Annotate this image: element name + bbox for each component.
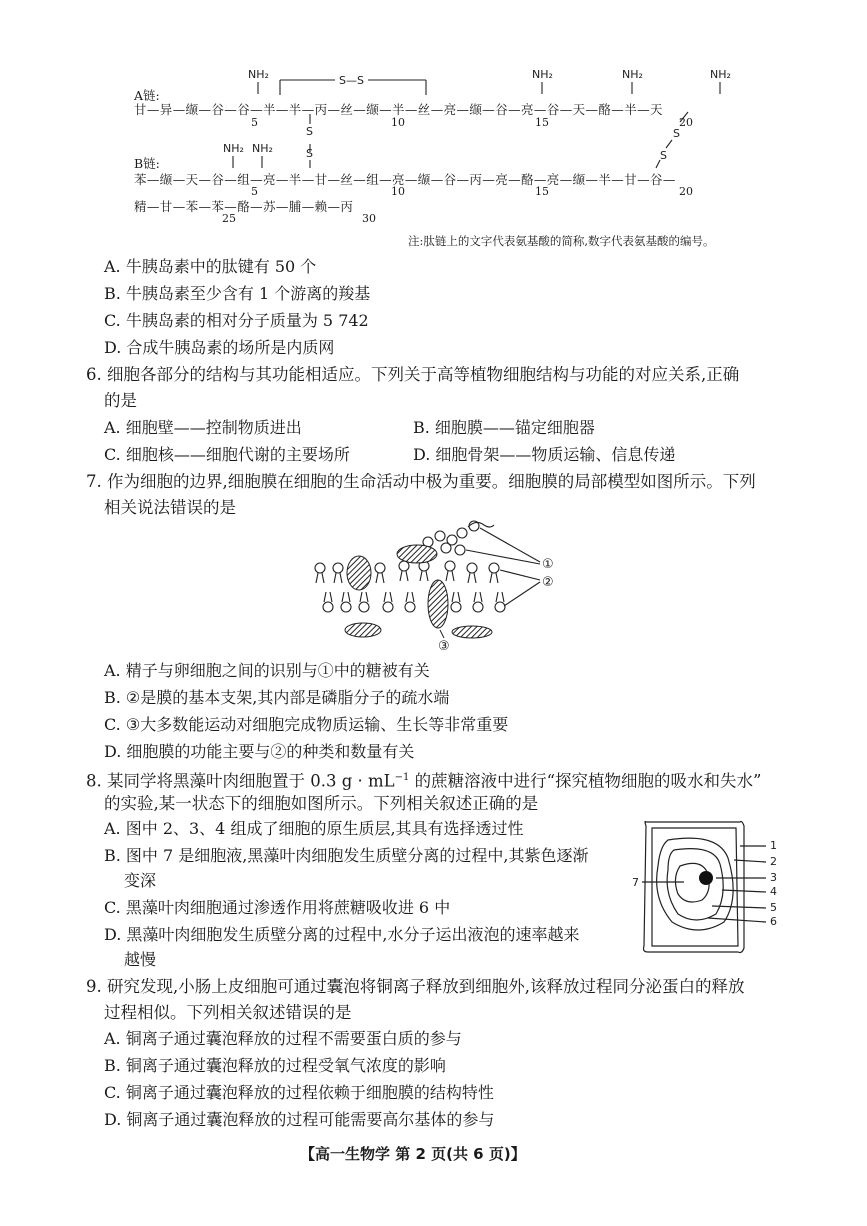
cell-label-5: 5 — [770, 901, 777, 914]
upper-phospholipid-layer — [315, 561, 499, 583]
q6-option-c: C. 细胞核——细胞代谢的主要场所 — [104, 445, 350, 464]
transmembrane-protein — [428, 580, 448, 628]
chain-a-label: A链: — [134, 88, 160, 103]
q7-option-d: D. 细胞膜的功能主要与②的种类和数量有关 — [104, 742, 415, 761]
q5-option-c: C. 牛胰岛素的相对分子质量为 5 742 — [104, 311, 369, 330]
q9-stem-cont: 过程相似。下列相关叙述错误的是 — [104, 1003, 352, 1022]
disulfide-label-a: S—S — [339, 74, 364, 87]
q8-option-b: B. 图中 7 是细胞液,黑藻叶肉细胞发生质壁分离的过程中,其紫色逐渐 — [104, 846, 589, 865]
nh2-label: NH₂ — [710, 68, 731, 81]
q8-option-b-cont: 变深 — [124, 871, 157, 890]
cell-label-1: 1 — [770, 839, 777, 852]
q6-stem: 6. 细胞各部分的结构与其功能相适应。下列关于高等植物细胞结构与功能的对应关系,正确 — [86, 365, 740, 384]
q8-stem-cont: 的实验,某一状态下的细胞如图所示。下列相关叙述正确的是 — [104, 794, 539, 813]
nh2-label: NH₂ — [248, 68, 269, 81]
lower-phospholipid-layer — [323, 592, 505, 612]
label-3: ③ — [438, 639, 450, 654]
chain-a-number: 5 — [251, 116, 258, 129]
q7-stem-cont: 相关说法错误的是 — [104, 498, 236, 517]
label-2: ② — [542, 575, 554, 590]
peripheral-protein — [345, 623, 381, 637]
q9-option-a: A. 铜离子通过囊泡释放的过程不需要蛋白质的参与 — [104, 1029, 462, 1048]
page-footer: 【高一生物学 第 2 页(共 6 页)】 — [300, 1145, 526, 1163]
q8-option-d: D. 黑藻叶肉细胞发生质壁分离的过程中,水分子运出液泡的速率越来 — [104, 925, 580, 944]
plasmolysis-cell-diagram — [628, 818, 788, 958]
sulfur-label: S — [673, 127, 680, 140]
chain-b-number: 20 — [679, 185, 693, 198]
sulfur-label: S — [306, 125, 313, 138]
chain-b-label: B链: — [134, 156, 160, 171]
label-1: ① — [542, 557, 554, 572]
q7-option-b: B. ②是膜的基本支架,其内部是磷脂分子的疏水端 — [104, 688, 450, 707]
q9-option-d: D. 铜离子通过囊泡释放的过程可能需要高尔基体的参与 — [104, 1110, 495, 1129]
cell-membrane-model — [300, 520, 570, 655]
membrane-protein — [347, 556, 371, 590]
nucleus — [699, 871, 713, 885]
q9-option-b: B. 铜离子通过囊泡释放的过程受氧气浓度的影响 — [104, 1056, 446, 1075]
q7-option-c: C. ③大多数能运动对细胞完成物质运输、生长等非常重要 — [104, 715, 509, 734]
nh2-label: NH₂ — [532, 68, 553, 81]
chain-b-number: 30 — [362, 212, 376, 225]
chain-b-number: 5 — [251, 185, 258, 198]
q5-option-b: B. 牛胰岛素至少含有 1 个游离的羧基 — [104, 284, 371, 303]
nh2-label: NH₂ — [223, 142, 244, 155]
q8-option-d-cont: 越慢 — [124, 950, 157, 969]
chain-a-sequence: 甘—异—缬—谷—谷—半—半—丙—丝—缬—半—丝—亮—缬—谷—亮—谷—天—酪—半—天 — [134, 102, 663, 117]
sulfur-label: S — [306, 147, 313, 160]
q7-stem: 7. 作为细胞的边界,细胞膜在细胞的生命活动中极为重要。细胞膜的局部模型如图所示。下列 — [86, 472, 756, 491]
cell-label-7: 7 — [632, 876, 639, 889]
q6-stem-cont: 的是 — [104, 391, 137, 410]
q8-stem: 8. 某同学将黑藻叶肉细胞置于 0.3 $g \cdot mL^{-1}$ 的蔗糖溶液中进行“探究植物细胞的吸水和失水” — [86, 771, 762, 791]
nh2-label: NH₂ — [622, 68, 643, 81]
cell-label-4: 4 — [770, 885, 777, 898]
q6-option-d: D. 细胞骨架——物质运输、信息传递 — [413, 445, 676, 464]
figure-note: 注:肽链上的文字代表氨基酸的简称,数字代表氨基酸的编号。 — [408, 234, 715, 248]
chain-b-sequence: 苯—缬—天—谷—组—亮—半—甘—丝—组—亮—缬—谷—丙—亮—酪—亮—缬—半—甘—谷— — [134, 172, 676, 187]
chain-a-number: 20 — [679, 116, 693, 129]
sulfur-label: S — [660, 149, 667, 162]
q5-option-d: D. 合成牛胰岛素的场所是内质网 — [104, 338, 335, 357]
cell-label-6: 6 — [770, 915, 777, 928]
chain-b-sequence-row2: 精—甘—苯—苯—酪—苏—脯—赖—丙 — [134, 199, 354, 214]
chain-b-number: 25 — [222, 212, 236, 225]
q8-option-c: C. 黑藻叶肉细胞通过渗透作用将蔗糖吸收进 6 中 — [104, 898, 451, 917]
nh2-label: NH₂ — [252, 142, 273, 155]
glycoprotein — [397, 545, 437, 563]
q8-option-a: A. 图中 2、3、4 组成了细胞的原生质层,其具有选择透过性 — [104, 819, 524, 838]
chain-a-number: 10 — [391, 116, 405, 129]
q7-option-a: A. 精子与卵细胞之间的识别与①中的糖被有关 — [104, 661, 430, 680]
q9-option-c: C. 铜离子通过囊泡释放的过程依赖于细胞膜的结构特性 — [104, 1083, 494, 1102]
q5-option-a: A. 牛胰岛素中的肽键有 50 个 — [104, 257, 317, 276]
cell-label-2: 2 — [770, 855, 777, 868]
chain-b-number: 15 — [535, 185, 549, 198]
chain-a-number: 15 — [535, 116, 549, 129]
q6-option-a: A. 细胞壁——控制物质进出 — [104, 418, 302, 437]
q6-option-b: B. 细胞膜——锚定细胞器 — [413, 418, 595, 437]
chain-b-number: 10 — [391, 185, 405, 198]
peripheral-protein — [452, 626, 492, 638]
q9-stem: 9. 研究发现,小肠上皮细胞可通过囊泡将铜离子释放到细胞外,该释放过程同分泌蛋白的释放 — [86, 977, 745, 996]
cell-label-3: 3 — [770, 871, 777, 884]
